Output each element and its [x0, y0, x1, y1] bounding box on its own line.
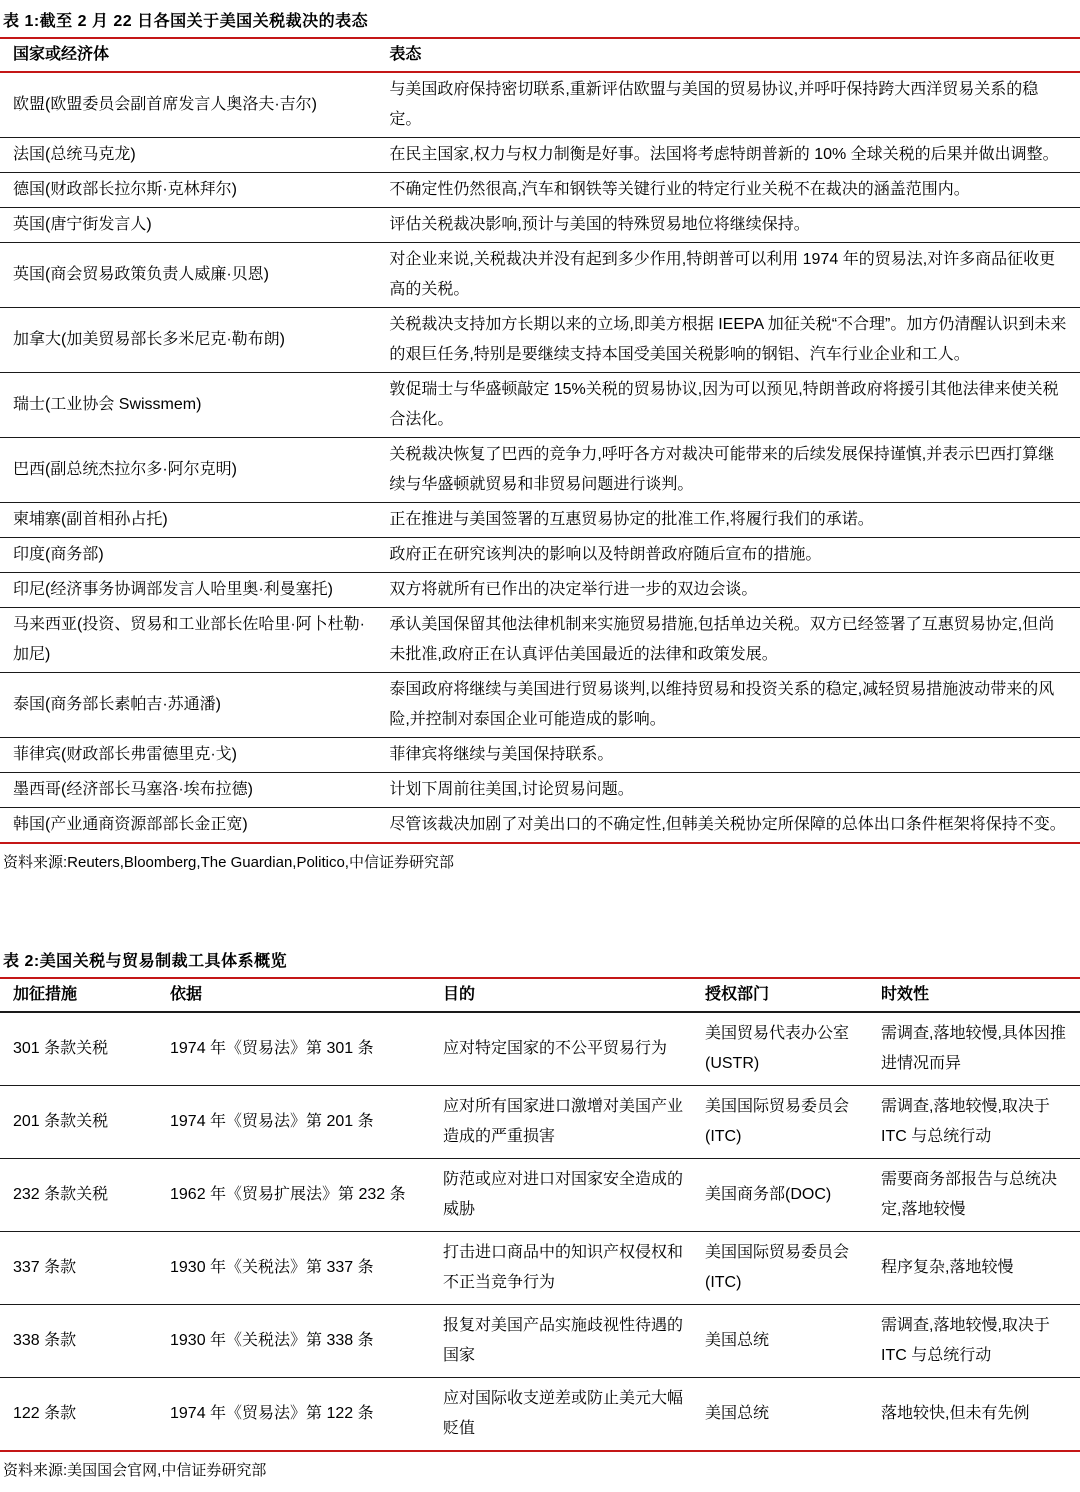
- table-cell: 1974 年《贸易法》第 122 条: [170, 1405, 374, 1422]
- table-row: [0, 808, 1080, 844]
- table-cell: 程序复杂,落地较慢: [881, 1259, 1014, 1276]
- table-cell: 韩国(产业通商资源部部长金正宽): [13, 816, 248, 833]
- table-row: [0, 72, 1080, 138]
- table2-header-row: [0, 978, 1080, 1012]
- table-cell: 应对国际收支逆差或防止美元大幅贬值: [443, 1390, 684, 1437]
- table2-title: 表 2:美国关税与贸易制裁工具体系概览: [3, 953, 288, 970]
- table-cell: 正在推进与美国签署的互惠贸易协定的批准工作,将履行我们的承诺。: [389, 511, 874, 528]
- table-cell: 瑞士(工业协会 Swissmem): [13, 396, 202, 413]
- table-cell: 337 条款: [13, 1259, 77, 1276]
- tariff-tools-table: [0, 977, 1080, 1452]
- table-cell: 印度(商务部): [13, 546, 104, 563]
- table-cell: 英国(唐宁街发言人): [13, 216, 152, 233]
- table-row: [0, 738, 1080, 773]
- table-cell: 墨西哥(经济部长马塞洛·埃布拉德): [13, 781, 253, 798]
- table-cell: 不确定性仍然很高,汽车和钢铁等关键行业的特定行业关税不在裁决的涵盖范围内。: [389, 181, 970, 198]
- table1-source: 资料来源:Reuters,Bloomberg,The Guardian,Politico,中信证券研究部: [3, 854, 454, 871]
- table-cell: 关税裁决支持加方长期以来的立场,即美方根据 IEEPA 加征关税“不合理”。加方仍清醒认识到未来的艰巨任务,特别是要继续支持本国受美国关税影响的钢铝、汽车行业企业和工人。: [389, 316, 1067, 363]
- table-row: [0, 243, 1080, 308]
- table-cell: 需调查,落地较慢,取决于 ITC 与总统行动: [881, 1098, 1050, 1145]
- table-cell: 与美国政府保持密切联系,重新评估欧盟与美国的贸易协议,并呼吁保持跨大西洋贸易关系的稳定。: [389, 81, 1039, 128]
- table-row: [0, 1086, 1080, 1159]
- table-cell: 应对特定国家的不公平贸易行为: [443, 1040, 668, 1057]
- table-row: [0, 538, 1080, 573]
- table-cell: 落地较快,但未有先例: [881, 1405, 1030, 1422]
- table-row: [0, 773, 1080, 808]
- table-cell: 需要商务部报告与总统决定,落地较慢: [881, 1171, 1058, 1218]
- table-row: [0, 1012, 1080, 1086]
- table-cell: 美国总统: [705, 1332, 770, 1349]
- table-cell: 报复对美国产品实施歧视性待遇的国家: [443, 1317, 684, 1364]
- table-cell: 泰国(商务部长素帕吉·苏通潘): [13, 696, 221, 713]
- table-cell: 打击进口商品中的知识产权侵权和不正当竞争行为: [443, 1244, 684, 1291]
- column-header-timeliness: 时效性: [881, 986, 930, 1003]
- table-cell: 美国国际贸易委员会(ITC): [705, 1098, 850, 1145]
- table-cell: 关税裁决恢复了巴西的竞争力,呼吁各方对裁决可能带来的后续发展保持谨慎,并表示巴西打算继续与华盛顿就贸易和非贸易问题进行谈判。: [389, 446, 1055, 493]
- table-row: [0, 503, 1080, 538]
- table-cell: 122 条款: [13, 1405, 77, 1422]
- table-cell: 欧盟(欧盟委员会副首席发言人奥洛夫·吉尔): [13, 96, 317, 113]
- table-cell: 美国总统: [705, 1405, 770, 1422]
- column-header-measure: 加征措施: [13, 986, 78, 1003]
- country-statements-table: [0, 37, 1080, 844]
- table-row: [0, 608, 1080, 673]
- table-cell: 1974 年《贸易法》第 201 条: [170, 1113, 374, 1130]
- table-cell: 需调查,落地较慢,具体因推进情况而异: [881, 1025, 1066, 1072]
- table-cell: 尽管该裁决加剧了对美出口的不确定性,但韩美关税协定所保障的总体出口条件框架将保持不变。: [389, 816, 1066, 833]
- table-cell: 泰国政府将继续与美国进行贸易谈判,以维持贸易和投资关系的稳定,减轻贸易措施波动带来的风险,并控制对泰国企业可能造成的影响。: [389, 681, 1055, 728]
- table-row: [0, 1378, 1080, 1452]
- table-cell: 需调查,落地较慢,取决于 ITC 与总统行动: [881, 1317, 1050, 1364]
- table-cell: 防范或应对进口对国家安全造成的威胁: [443, 1171, 684, 1218]
- column-header-statement: 表态: [389, 46, 422, 63]
- table-cell: 在民主国家,权力与权力制衡是好事。法国将考虑特朗普新的 10% 全球关税的后果并做出调整。: [389, 146, 1059, 163]
- table-cell: 英国(商会贸易政策负责人威廉·贝恩): [13, 266, 269, 283]
- table-row: [0, 208, 1080, 243]
- table-cell: 美国贸易代表办公室(USTR): [705, 1025, 850, 1072]
- table-cell: 232 条款关税: [13, 1186, 109, 1203]
- table1-header-row: [0, 38, 1080, 72]
- table-cell: 1930 年《关税法》第 338 条: [170, 1332, 374, 1349]
- column-header-purpose: 目的: [443, 986, 476, 1003]
- table-cell: 对企业来说,关税裁决并没有起到多少作用,特朗普可以利用 1974 年的贸易法,对许多商品征收更高的关税。: [389, 251, 1056, 298]
- table-cell: 美国商务部(DOC): [705, 1186, 832, 1203]
- table-cell: 双方将就所有已作出的决定举行进一步的双边会谈。: [389, 581, 758, 598]
- table-row: [0, 438, 1080, 503]
- table-row: [0, 1305, 1080, 1378]
- table-row: [0, 673, 1080, 738]
- table-cell: 计划下周前往美国,讨论贸易问题。: [389, 781, 634, 798]
- table-cell: 201 条款关税: [13, 1113, 109, 1130]
- table-cell: 柬埔寨(副首相孙占托): [13, 511, 168, 528]
- table-cell: 菲律宾将继续与美国保持联系。: [389, 746, 614, 763]
- table-cell: 德国(财政部长拉尔斯·克林拜尔): [13, 181, 237, 198]
- table-row: [0, 138, 1080, 173]
- table-cell: 301 条款关税: [13, 1040, 109, 1057]
- table-cell: 评估关税裁决影响,预计与美国的特殊贸易地位将继续保持。: [389, 216, 810, 233]
- table-row: [0, 1232, 1080, 1305]
- table-cell: 美国国际贸易委员会(ITC): [705, 1244, 850, 1291]
- table-row: [0, 1159, 1080, 1232]
- table-cell: 1930 年《关税法》第 337 条: [170, 1259, 374, 1276]
- table-cell: 承认美国保留其他法律机制来实施贸易措施,包括单边关税。双方已经签署了互惠贸易协定,但尚未批准,政府正在认真评估美国最近的法律和政策发展。: [389, 616, 1055, 663]
- table-cell: 法国(总统马克龙): [13, 146, 136, 163]
- table-cell: 1974 年《贸易法》第 301 条: [170, 1040, 374, 1057]
- table-row: [0, 373, 1080, 438]
- table2-source: 资料来源:美国国会官网,中信证券研究部: [3, 1462, 267, 1479]
- table-cell: 338 条款: [13, 1332, 77, 1349]
- table-cell: 敦促瑞士与华盛顿敲定 15%关税的贸易协议,因为可以预见,特朗普政府将援引其他法律来使关税合法化。: [389, 381, 1059, 428]
- table-cell: 1962 年《贸易扩展法》第 232 条: [170, 1186, 406, 1203]
- column-header-basis: 依据: [170, 986, 203, 1003]
- table-cell: 巴西(副总统杰拉尔多·阿尔克明): [13, 461, 237, 478]
- table-cell: 菲律宾(财政部长弗雷德里克·戈): [13, 746, 237, 763]
- column-header-authority: 授权部门: [705, 986, 770, 1003]
- table-cell: 马来西亚(投资、贸易和工业部长佐哈里·阿卜杜勒·加尼): [13, 616, 365, 663]
- table-cell: 应对所有国家进口激增对美国产业造成的严重损害: [443, 1098, 684, 1145]
- table1-title: 表 1:截至 2 月 22 日各国关于美国关税裁决的表态: [3, 13, 369, 30]
- table-row: [0, 308, 1080, 373]
- column-header-country: 国家或经济体: [13, 46, 110, 63]
- table-row: [0, 573, 1080, 608]
- table-cell: 加拿大(加美贸易部长多米尼克·勒布朗): [13, 331, 285, 348]
- table-cell: 印尼(经济事务协调部发言人哈里奥·利曼塞托): [13, 581, 333, 598]
- section-spacer: [0, 874, 1080, 946]
- table-cell: 政府正在研究该判决的影响以及特朗普政府随后宣布的措施。: [389, 546, 822, 563]
- table-row: [0, 173, 1080, 208]
